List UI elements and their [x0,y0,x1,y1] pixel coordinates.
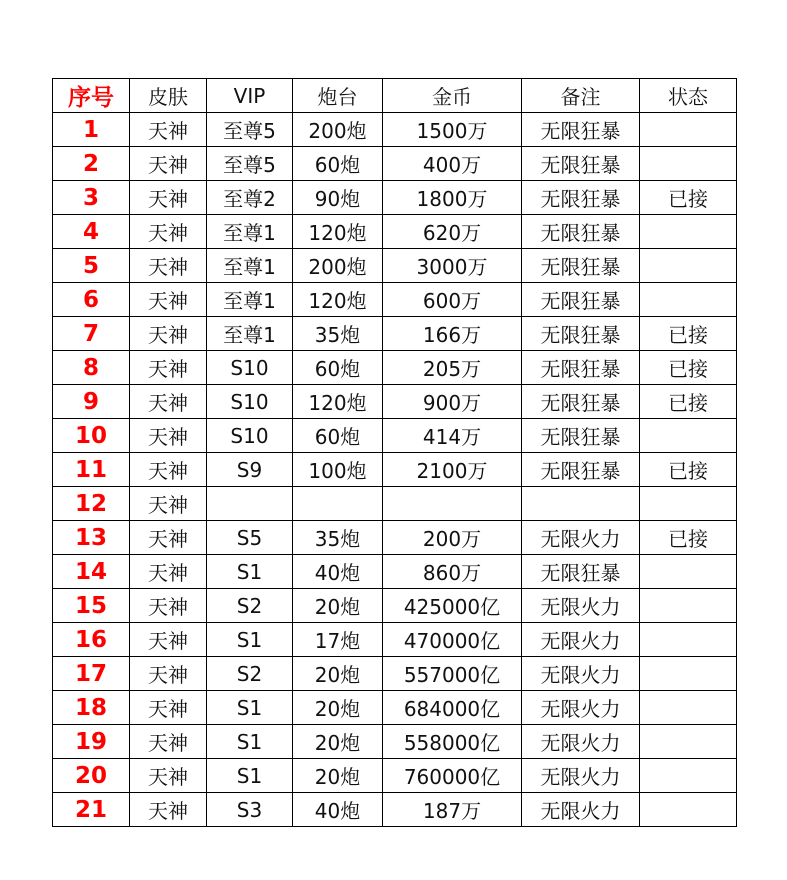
table-row [53,759,737,793]
cell-skin: 天神 [130,759,207,793]
cell-index: 18 [53,691,130,725]
cell-status [640,725,737,759]
cell-index: 21 [53,793,130,827]
cell-index: 15 [53,589,130,623]
cell-cannon: 60炮 [293,419,383,453]
cell-status [640,487,737,521]
cell-cannon: 20炮 [293,657,383,691]
cell-vip: S2 [207,657,293,691]
cell-coins: 900万 [383,385,522,419]
cell-cannon: 120炮 [293,283,383,317]
cell-skin: 天神 [130,385,207,419]
cell-index: 3 [53,181,130,215]
cell-status: 已接 [640,385,737,419]
table-row [53,147,737,181]
table-row [53,589,737,623]
cell-skin: 天神 [130,317,207,351]
cell-index: 9 [53,385,130,419]
cell-skin: 天神 [130,453,207,487]
cell-note: 无限狂暴 [522,351,640,385]
cell-skin: 天神 [130,555,207,589]
cell-cannon: 35炮 [293,317,383,351]
cell-status [640,215,737,249]
cell-vip: 至尊1 [207,317,293,351]
cell-vip: S3 [207,793,293,827]
cell-skin: 天神 [130,283,207,317]
cell-cannon: 60炮 [293,147,383,181]
cell-status [640,793,737,827]
cell-coins: 684000亿 [383,691,522,725]
cell-coins: 187万 [383,793,522,827]
cell-coins: 620万 [383,215,522,249]
header-status: 状态 [640,79,737,113]
cell-skin: 天神 [130,215,207,249]
cell-note: 无限火力 [522,759,640,793]
cell-cannon: 120炮 [293,385,383,419]
table-row [53,419,737,453]
cell-vip: 至尊1 [207,249,293,283]
cell-skin: 天神 [130,113,207,147]
cell-cannon: 20炮 [293,725,383,759]
table-row [53,385,737,419]
cell-note: 无限狂暴 [522,555,640,589]
cell-status [640,419,737,453]
cell-coins: 1500万 [383,113,522,147]
table-body [53,113,737,827]
table-row [53,215,737,249]
cell-vip: 至尊5 [207,113,293,147]
cell-skin: 天神 [130,521,207,555]
cell-coins: 860万 [383,555,522,589]
cell-cannon: 200炮 [293,113,383,147]
table-row [53,691,737,725]
cell-note: 无限狂暴 [522,147,640,181]
cell-coins: 1800万 [383,181,522,215]
cell-vip: S10 [207,385,293,419]
cell-coins: 200万 [383,521,522,555]
cell-coins: 760000亿 [383,759,522,793]
cell-index: 10 [53,419,130,453]
table-row [53,623,737,657]
cell-note: 无限火力 [522,589,640,623]
cell-skin: 天神 [130,419,207,453]
cell-skin: 天神 [130,657,207,691]
cell-vip: S1 [207,759,293,793]
cell-status [640,283,737,317]
cell-index: 17 [53,657,130,691]
cell-vip: S1 [207,623,293,657]
cell-note [522,487,640,521]
cell-note: 无限狂暴 [522,385,640,419]
cell-cannon: 100炮 [293,453,383,487]
table-row [53,657,737,691]
cell-index: 4 [53,215,130,249]
cell-status [640,113,737,147]
cell-cannon: 20炮 [293,759,383,793]
cell-status [640,759,737,793]
cell-skin: 天神 [130,691,207,725]
cell-coins: 558000亿 [383,725,522,759]
cell-vip: S2 [207,589,293,623]
cell-index: 7 [53,317,130,351]
cell-skin: 天神 [130,351,207,385]
cell-vip: S1 [207,691,293,725]
cell-vip: 至尊5 [207,147,293,181]
cell-coins: 470000亿 [383,623,522,657]
cell-note: 无限狂暴 [522,249,640,283]
cell-index: 16 [53,623,130,657]
cell-status [640,249,737,283]
table-row [53,453,737,487]
cell-note: 无限火力 [522,793,640,827]
table-row [53,113,737,147]
cell-cannon: 20炮 [293,589,383,623]
cell-cannon [293,487,383,521]
cell-skin: 天神 [130,589,207,623]
cell-note: 无限火力 [522,691,640,725]
cell-cannon: 17炮 [293,623,383,657]
header-row [53,79,737,113]
cell-status [640,589,737,623]
cell-index: 1 [53,113,130,147]
cell-vip: S9 [207,453,293,487]
cell-index: 20 [53,759,130,793]
cell-note: 无限狂暴 [522,317,640,351]
table-row [53,317,737,351]
table-row [53,725,737,759]
cell-note: 无限火力 [522,623,640,657]
cell-status: 已接 [640,181,737,215]
table-row [53,793,737,827]
cell-coins: 205万 [383,351,522,385]
header-vip: VIP [207,79,293,113]
table-row [53,351,737,385]
table-row [53,487,737,521]
cell-index: 13 [53,521,130,555]
cell-note: 无限狂暴 [522,419,640,453]
cell-skin: 天神 [130,487,207,521]
cell-vip: S1 [207,725,293,759]
cell-note: 无限狂暴 [522,453,640,487]
cell-status [640,657,737,691]
cell-vip: 至尊1 [207,215,293,249]
cell-note: 无限狂暴 [522,283,640,317]
cell-status: 已接 [640,351,737,385]
cell-skin: 天神 [130,793,207,827]
cell-index: 14 [53,555,130,589]
cell-skin: 天神 [130,249,207,283]
header-index: 序号 [53,79,130,113]
cell-note: 无限狂暴 [522,181,640,215]
cell-cannon: 40炮 [293,555,383,589]
cell-note: 无限狂暴 [522,113,640,147]
cell-cannon: 200炮 [293,249,383,283]
table-row [53,283,737,317]
cell-status [640,555,737,589]
cell-coins: 425000亿 [383,589,522,623]
cell-status [640,691,737,725]
cell-skin: 天神 [130,623,207,657]
cell-status [640,623,737,657]
cell-vip: S1 [207,555,293,589]
cell-status: 已接 [640,453,737,487]
cell-vip: S10 [207,419,293,453]
cell-coins: 557000亿 [383,657,522,691]
table-row [53,521,737,555]
cell-cannon: 120炮 [293,215,383,249]
cell-cannon: 60炮 [293,351,383,385]
cell-coins: 166万 [383,317,522,351]
cell-cannon: 20炮 [293,691,383,725]
table-row [53,181,737,215]
cell-index: 12 [53,487,130,521]
cell-skin: 天神 [130,725,207,759]
cell-index: 11 [53,453,130,487]
cell-coins: 414万 [383,419,522,453]
header-cannon: 炮台 [293,79,383,113]
cell-vip: S5 [207,521,293,555]
header-note: 备注 [522,79,640,113]
cell-status: 已接 [640,521,737,555]
cell-skin: 天神 [130,181,207,215]
cell-index: 19 [53,725,130,759]
cell-vip: 至尊2 [207,181,293,215]
cell-coins [383,487,522,521]
cell-coins: 2100万 [383,453,522,487]
header-coins: 金币 [383,79,522,113]
cell-note: 无限火力 [522,657,640,691]
cell-cannon: 90炮 [293,181,383,215]
table-row [53,555,737,589]
cell-index: 5 [53,249,130,283]
table-row [53,249,737,283]
header-skin: 皮肤 [130,79,207,113]
cell-coins: 600万 [383,283,522,317]
cell-vip: S10 [207,351,293,385]
cell-cannon: 40炮 [293,793,383,827]
cell-status [640,147,737,181]
cell-coins: 400万 [383,147,522,181]
cell-note: 无限火力 [522,521,640,555]
cell-coins: 3000万 [383,249,522,283]
cell-note: 无限狂暴 [522,215,640,249]
cell-index: 6 [53,283,130,317]
cell-note: 无限火力 [522,725,640,759]
cell-skin: 天神 [130,147,207,181]
cell-index: 2 [53,147,130,181]
cell-vip: 至尊1 [207,283,293,317]
cell-status: 已接 [640,317,737,351]
data-table [52,78,737,827]
cell-vip [207,487,293,521]
cell-index: 8 [53,351,130,385]
cell-cannon: 35炮 [293,521,383,555]
